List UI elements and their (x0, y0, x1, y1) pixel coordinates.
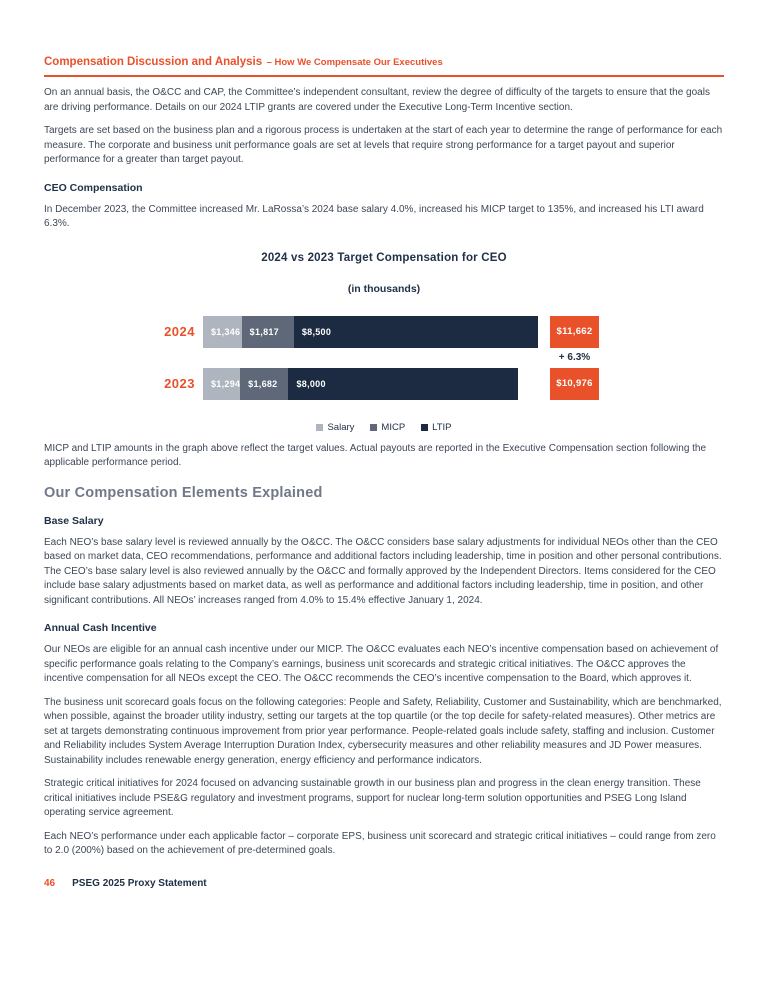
year-label: 2024 (164, 324, 195, 339)
legend-label: MICP (381, 421, 406, 433)
aci-paragraph-2: The business unit scorecard goals focus on the following categories: People and Safety, Reliability, Customer and Sustainability, which are benchmarked, when possible, against the broader utility industry, setting our targets at the top quartile (or the top decile for safety-related measures). Other metrics are set at targets demonstrating continuous improvement from prior year performance. People-related goals include safety, staffing and inclusion. Customer and Reliability includes System Average Interruption Duration Index, cybersecurity measures and other reliability measures and JD Power measures. Sustainability includes renewable energy generation, energy efficiency and performance indicators. (44, 696, 722, 766)
bar-segment-ltip: $8,500 (294, 316, 538, 348)
legend-label: LTIP (432, 421, 452, 433)
legend-swatch-icon (370, 424, 377, 431)
page-footer (44, 878, 724, 889)
ceo-compensation-heading: CEO Compensation (44, 181, 143, 194)
chart-note-paragraph: MICP and LTIP amounts in the graph above reflect the target values. Actual payouts are reported in the Executive Compensation section following the applicable performance period. (44, 442, 707, 468)
comp-chart (44, 252, 724, 433)
page-title: Compensation Discussion and Analysis (44, 56, 263, 68)
base-salary-heading: Base Salary (44, 514, 104, 527)
document-header (44, 52, 724, 77)
elements-section-heading: Our Compensation Elements Explained (44, 484, 323, 501)
change-percent-label: + 6.3% (558, 352, 591, 363)
chart-title: 2024 vs 2023 Target Compensation for CEO (261, 251, 507, 264)
total-box: $11,662 (550, 316, 599, 348)
bar-segment-ltip: $8,000 (288, 368, 518, 400)
chart-subtitle: (in thousands) (347, 282, 421, 295)
intro-paragraph-1: On an annual basis, the O&CC and CAP, the Committee’s independent consultant, review the degree of difficulty of the targets to ensure that the goals are driving performance. Details on our 2024 LTIP grants are covered under the Executive Long-Term Incentive section. (44, 87, 710, 113)
legend-swatch-icon (316, 424, 323, 431)
chart-legend (44, 422, 724, 433)
page-subtitle: – How We Compensate Our Executives (266, 57, 443, 68)
bar-segment-micp: $1,682 (240, 368, 288, 400)
legend-label: Salary (327, 421, 355, 433)
bar-segment-salary: $1,294 (203, 368, 240, 400)
intro-paragraph-2: Targets are set based on the business plan and a rigorous process is undertaken at the start of each year to determine the range of performance for each measure. The corporate and business unit performance goals are set at levels that require strong performance for a target payout and superior performance for a greater than target payout. (44, 125, 723, 165)
footer-label: PSEG 2025 Proxy Statement (72, 877, 207, 889)
chart-row-2023 (44, 368, 724, 400)
annual-cash-incentive-heading: Annual Cash Incentive (44, 622, 157, 634)
legend-item-salary (316, 422, 354, 433)
bar-segment-salary: $1,346 (203, 316, 242, 348)
aci-paragraph-1: Our NEOs are eligible for an annual cash incentive under our MICP. The O&CC evaluates each NEO’s incentive compensation based on achievement of specific performance goals relating to the Company’s earnings, business unit scorecards and strategic critical initiatives. The O&CC approves the incentive compensation for all NEOs except the CEO. The O&CC recommends the CEO’s incentive compensation to the Board, which approves it. (44, 644, 719, 684)
bar-segment-micp: $1,817 (242, 316, 294, 348)
total-box: $10,976 (550, 368, 599, 400)
legend-item-ltip (421, 422, 451, 433)
page-number: 46 (44, 877, 56, 889)
chart-change-row (44, 348, 724, 368)
chart-rows (44, 316, 724, 400)
legend-swatch-icon (421, 424, 428, 431)
aci-paragraph-3: Strategic critical initiatives for 2024 focused on advancing sustainable growth in our business plan and progress in the clean energy transition. These critical initiatives include PSE&G regulatory and investment programs, support for nuclear long-term solution opportunities and PSEG Long Island operating service agreement. (44, 778, 701, 818)
year-label: 2023 (164, 376, 195, 391)
chart-row-2024 (44, 316, 724, 348)
legend-item-micp (370, 422, 405, 433)
aci-paragraph-4: Each NEO’s performance under each applicable factor – corporate EPS, business unit scorecard and strategic critical initiatives – could range from zero to 2.0 (200%) based on the achievement of pre-determined goals. (44, 830, 716, 856)
ceo-compensation-paragraph: In December 2023, the Committee increased Mr. LaRossa’s 2024 base salary 4.0%, increased his MICP target to 135%, and increased his LTI award 6.3%. (44, 203, 704, 229)
base-salary-paragraph: Each NEO’s base salary level is reviewed annually by the O&CC. The O&CC considers base salary adjustments for individual NEOs other than the CEO based on market data, CEO recommendations, performance and additional factors including leadership, time in position and other personal contributions. The CEO’s base salary level is also reviewed annually by the O&CC and formally approved by the Independent Directors. Items considered for the CEO include base salary adjustments based on market data, as well as performance and additional factors including leadership, time in position, and other significant contributions. All NEOs’ increases ranged from 4.0% to 15.4% effective January 1, 2024. (44, 536, 722, 606)
